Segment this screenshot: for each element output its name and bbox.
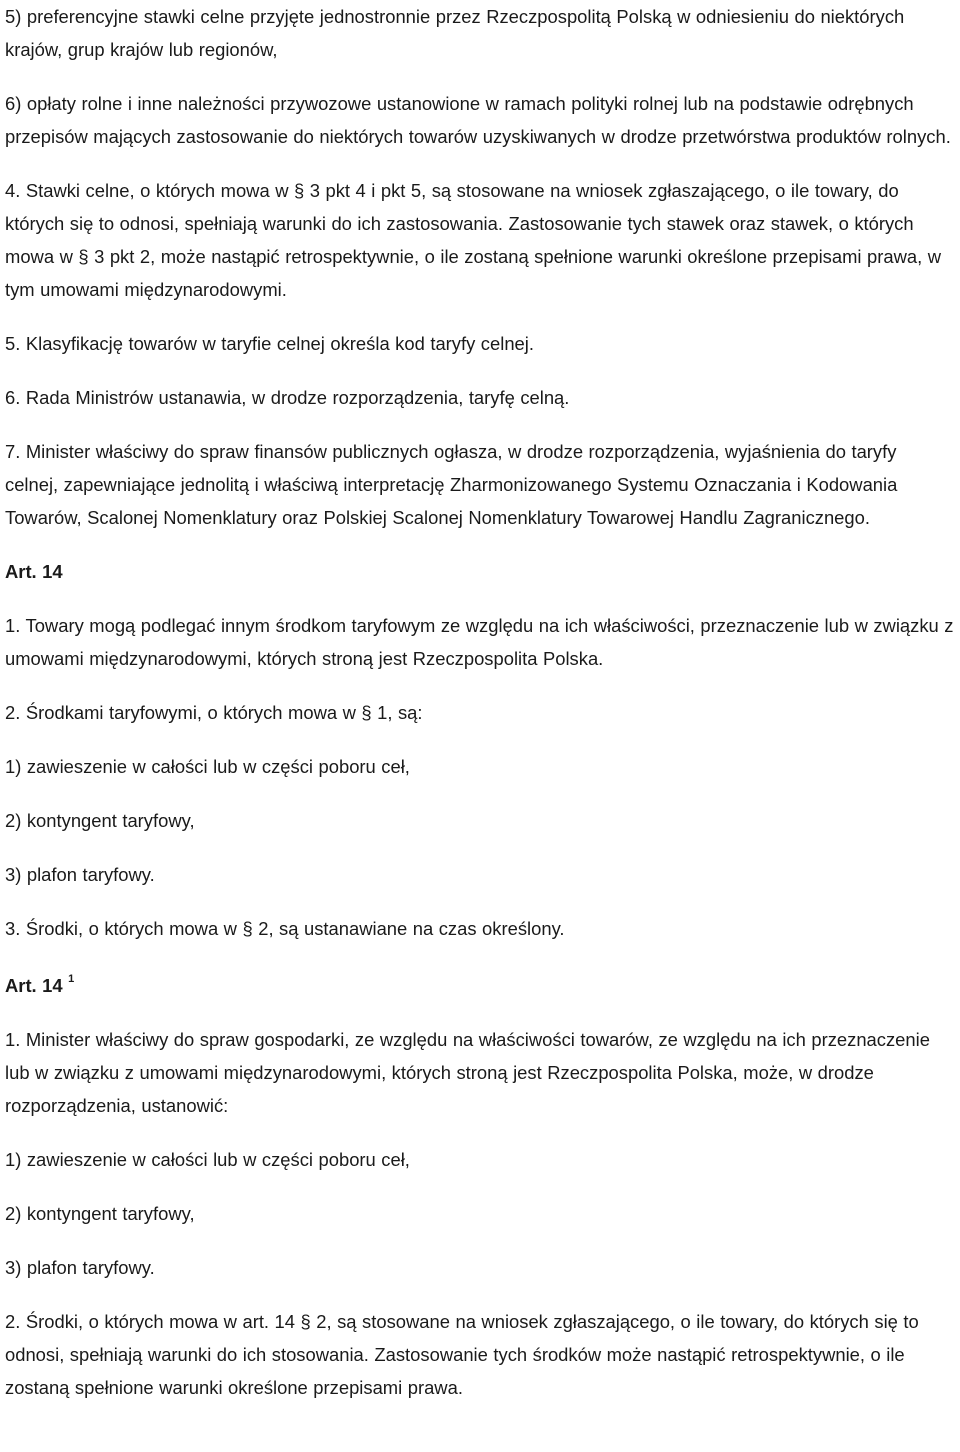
art14-1-section-1: 1. Minister właściwy do spraw gospodarki, ze względu na właściwości towarów, ze względu na ich przeznaczenie lub w związku z umowami międzynarodowymi, których stroną jest Rzeczpospolita Polska, może, w drodze rozporządzenia, ustanowić: [5, 1029, 930, 1117]
document-page [5, 0, 955, 1404]
article-14-1-label: Art. 14 [5, 975, 63, 997]
art14-section-1: 1. Towary mogą podlegać innym środkom taryfowym ze względu na ich właściwości, przeznaczenie lub w związku z umowami międzynarodowymi, których stroną jest Rzeczpospolita Polska. [5, 615, 954, 669]
article-14-1-heading [5, 966, 955, 1002]
paragraph-section-4: 4. Stawki celne, o których mowa w § 3 pkt 4 i pkt 5, są stosowane na wniosek zgłaszającego, o ile towary, do których się to odnosi, spełniają warunki do ich zastosowania. Zastosowanie tych stawek oraz stawek, o których mowa w § 3 pkt 2, może nastąpić retrospektywnie, o ile zostaną spełnione warunki określone przepisami prawa, w tym umowami międzynarodowymi. [5, 180, 941, 300]
paragraph-item-6: 6) opłaty rolne i inne należności przywozowe ustanowione w ramach polityki rolnej lub na podstawie odrębnych przepisów mających zastosowanie do niektórych towarów uzyskiwanych w drodze przetwórstwa produktów rolnych. [5, 93, 951, 147]
paragraph-section-5: 5. Klasyfikację towarów w taryfie celnej określa kod taryfy celnej. [5, 333, 534, 354]
paragraph-section-7: 7. Minister właściwy do spraw finansów publicznych ogłasza, w drodze rozporządzenia, wyjaśnienia do taryfy celnej, zapewniające jednolitą i właściwą interpretację Zharmonizowanego Systemu Oznaczania i Kodowania Towarów, Scalonej Nomenklatury oraz Polskiej Scalonej Nomenklatury Towarowej Handlu Zagranicznego. [5, 441, 898, 528]
art14-list-item-1: 1) zawieszenie w całości lub w części poboru ceł, [5, 756, 410, 777]
art14-1-list-item-3: 3) plafon taryfowy. [5, 1257, 155, 1279]
art14-1-list-item-1: 1) zawieszenie w całości lub w części poboru ceł, [5, 1149, 410, 1171]
art14-section-3: 3. Środki, o których mowa w § 2, są ustanawiane na czas określony. [5, 918, 565, 939]
art14-list-item-2: 2) kontyngent taryfowy, [5, 810, 195, 831]
paragraph-section-6: 6. Rada Ministrów ustanawia, w drodze rozporządzenia, taryfę celną. [5, 387, 570, 408]
article-14-heading: Art. 14 [5, 561, 63, 582]
art14-section-2: 2. Środkami taryfowymi, o których mowa w § 1, są: [5, 702, 423, 723]
paragraph-item-5: 5) preferencyjne stawki celne przyjęte jednostronnie przez Rzeczpospolitą Polską w odniesieniu do niektórych krajów, grup krajów lub regionów, [5, 6, 905, 60]
art14-list-item-3: 3) plafon taryfowy. [5, 864, 155, 885]
art14-1-section-2: 2. Środki, o których mowa w art. 14 § 2, są stosowane na wniosek zgłaszającego, o ile towary, do których się to odnosi, spełniają warunki do ich stosowania. Zastosowanie tych środków może nastąpić retrospektywnie, o ile zostaną spełnione warunki określone przepisami prawa. [5, 1311, 919, 1399]
art14-1-list-item-2: 2) kontyngent taryfowy, [5, 1203, 195, 1225]
article-superscript: 1 [68, 973, 75, 985]
